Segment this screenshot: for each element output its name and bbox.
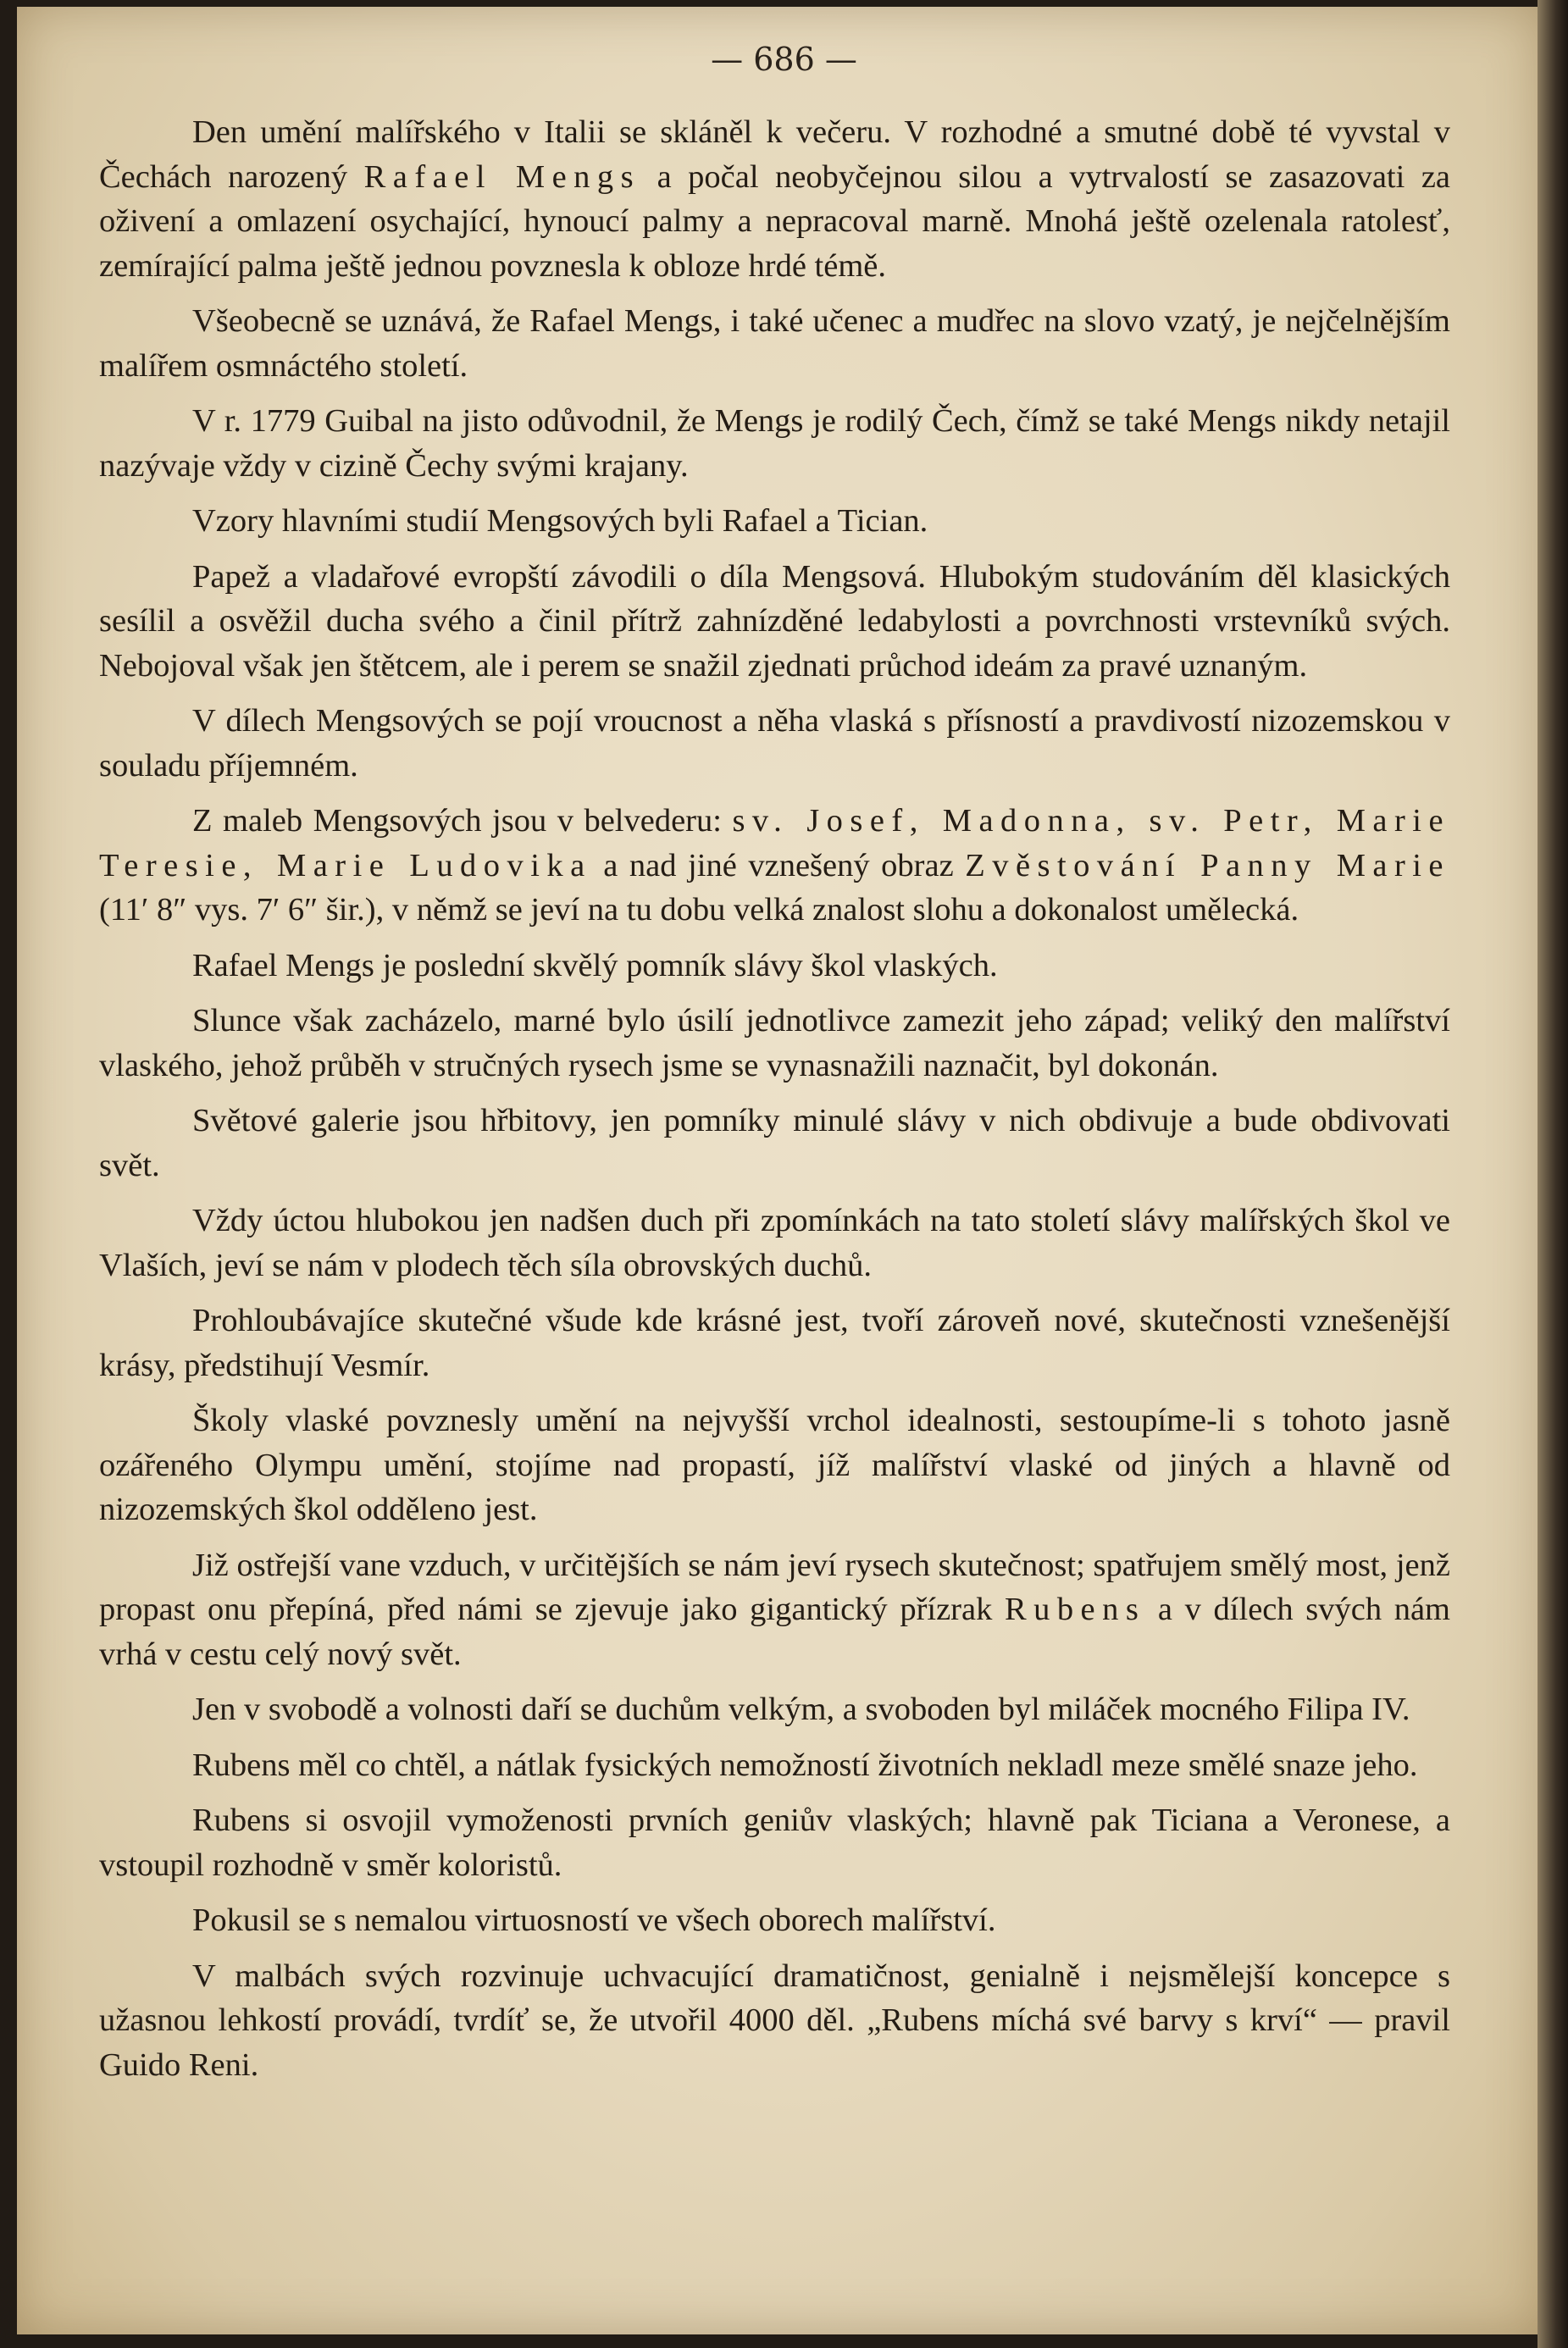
- spaced-name: Rubens: [1004, 1592, 1146, 1627]
- body-text: [99, 110, 1450, 2098]
- book-edge: [1538, 0, 1568, 2348]
- paragraph-19: V malbách svých rozvinuje uchvacující dramatičnost, genialně i nejsmělejší koncepce s užasnou lehkostí provádí, tvrdíť se, že utvořil 4000 děl. „Rubens míchá své barvy s krví“ — pravil Guido Reni.: [99, 1958, 1450, 2083]
- spaced-title: Zvěstování Panny Marie: [965, 847, 1450, 883]
- spaced-name: Rafael Mengs: [363, 158, 641, 195]
- paragraph-18: Pokusil se s nemalou virtuosností ve všech oborech malířství.: [192, 1902, 996, 1938]
- paragraph-16: Rubens měl co chtěl, a nátlak fysických nemožností životních nekladl meze smělé snaze jeho.: [192, 1747, 1418, 1783]
- spaced-works: sv. Josef, Madonna, sv. Petr, Marie Teresie, Marie Ludovika: [99, 803, 1451, 883]
- paragraph-8: Rafael Mengs je poslední skvělý pomník slávy škol vlaských.: [192, 947, 998, 983]
- paragraph-5: Papež a vladařové evropští závodili o díla Mengsová. Hlubokým studováním děl klasických sesílil a osvěžil ducha svého a činil přítrž zahnízděné ledabylosti a povrchnosti vrstevníků svých. Nebojoval však jen štětcem, ale i perem se snažil zjednati průchod ideám za pravé uznaným.: [99, 558, 1450, 684]
- paragraph-1: Den umění malířského v Italii se skláněl k večeru. V rozhodné a smutné době té vyvstal v Čechách narozený Rafael Mengs a počal neobyčejnou silou a vytrvalostí se zasazovati za oživení a omlazení osychající, hynoucí palmy a nepracoval marně. Mnohá ještě ozelenala ratolesť, zemírající palma ještě jednou povznesla k obloze hrdé témě.: [99, 114, 1450, 284]
- paragraph-7: Z maleb Mengsových jsou v belvederu: sv. Josef, Madonna, sv. Petr, Marie Teresie, Marie Ludovika a nad jiné vznešený obraz Zvěstování Panny Marie (11′ 8″ vys. 7′ 6″ šir.), v němž se jeví na tu dobu velká znalost slohu a dokonalost umělecká.: [99, 803, 1451, 928]
- paragraph-11: Vždy úctou hlubokou jen nadšen duch při zpomínkách na tato století slávy malířských škol ve Vlaších, jeví se nám v plodech těch síla obrovských duchů.: [99, 1203, 1450, 1283]
- paragraph-10: Světové galerie jsou hřbitovy, jen pomníky minulé slávy v nich obdivuje a bude obdivovati svět.: [99, 1103, 1450, 1183]
- paragraph-6: V dílech Mengsových se pojí vroucnost a něha vlaská s přísností a pravdivostí nizozemskou v souladu příjemném.: [99, 703, 1450, 784]
- paragraph-4: Vzory hlavními studií Mengsových byli Rafael a Tician.: [192, 503, 928, 539]
- paragraph-13: Školy vlaské povznesly umění na nejvyšší vrchol idealnosti, sestoupíme-li s tohoto jasně ozářeného Olympu umění, stojíme nad propastí, jíž malířství vlaské od jiných a hlavně od nizozemských škol odděleno jest.: [99, 1403, 1450, 1527]
- paragraph-14: Již ostřejší vane vzduch, v určitějších se nám jeví rysech skutečnost; spatřujem smělý most, jenž propast onu přepíná, před námi se zjevuje jako gigantický přízrak Rubens a v dílech svých nám vrhá v cestu celý nový svět.: [99, 1547, 1450, 1672]
- paragraph-3: V r. 1779 Guibal na jisto odůvodnil, že Mengs je rodilý Čech, čímž se také Mengs nikdy netajil nazývaje vždy v cizině Čechy svými krajany.: [99, 403, 1450, 484]
- paragraph-9: Slunce však zacházelo, marné bylo úsilí jednotlivce zamezit jeho západ; veliký den malířství vlaského, jehož průběh v stručných rysech jsme se vynasnažili naznačit, byl dokonán.: [99, 1003, 1450, 1083]
- paragraph-15: Jen v svobodě a volnosti daří se duchům velkým, a svoboden byl miláček mocného Filipa IV.: [192, 1692, 1410, 1727]
- paragraph-17: Rubens si osvojil vymoženosti prvních geniův vlaských; hlavně pak Ticiana a Veronese, a vstoupil rozhodně v směr koloristů.: [99, 1803, 1450, 1883]
- paragraph-12: Prohloubávajíce skutečné všude kde krásné jest, tvoří zároveň nové, skutečnosti vznešenější krásy, předstihují Vesmír.: [99, 1303, 1450, 1383]
- paragraph-2: Všeobecně se uznává, že Rafael Mengs, i také učenec a mudřec na slovo vzatý, je nejčelnějším malířem osmnáctého století.: [99, 303, 1450, 384]
- page-number: — 686 —: [711, 41, 857, 78]
